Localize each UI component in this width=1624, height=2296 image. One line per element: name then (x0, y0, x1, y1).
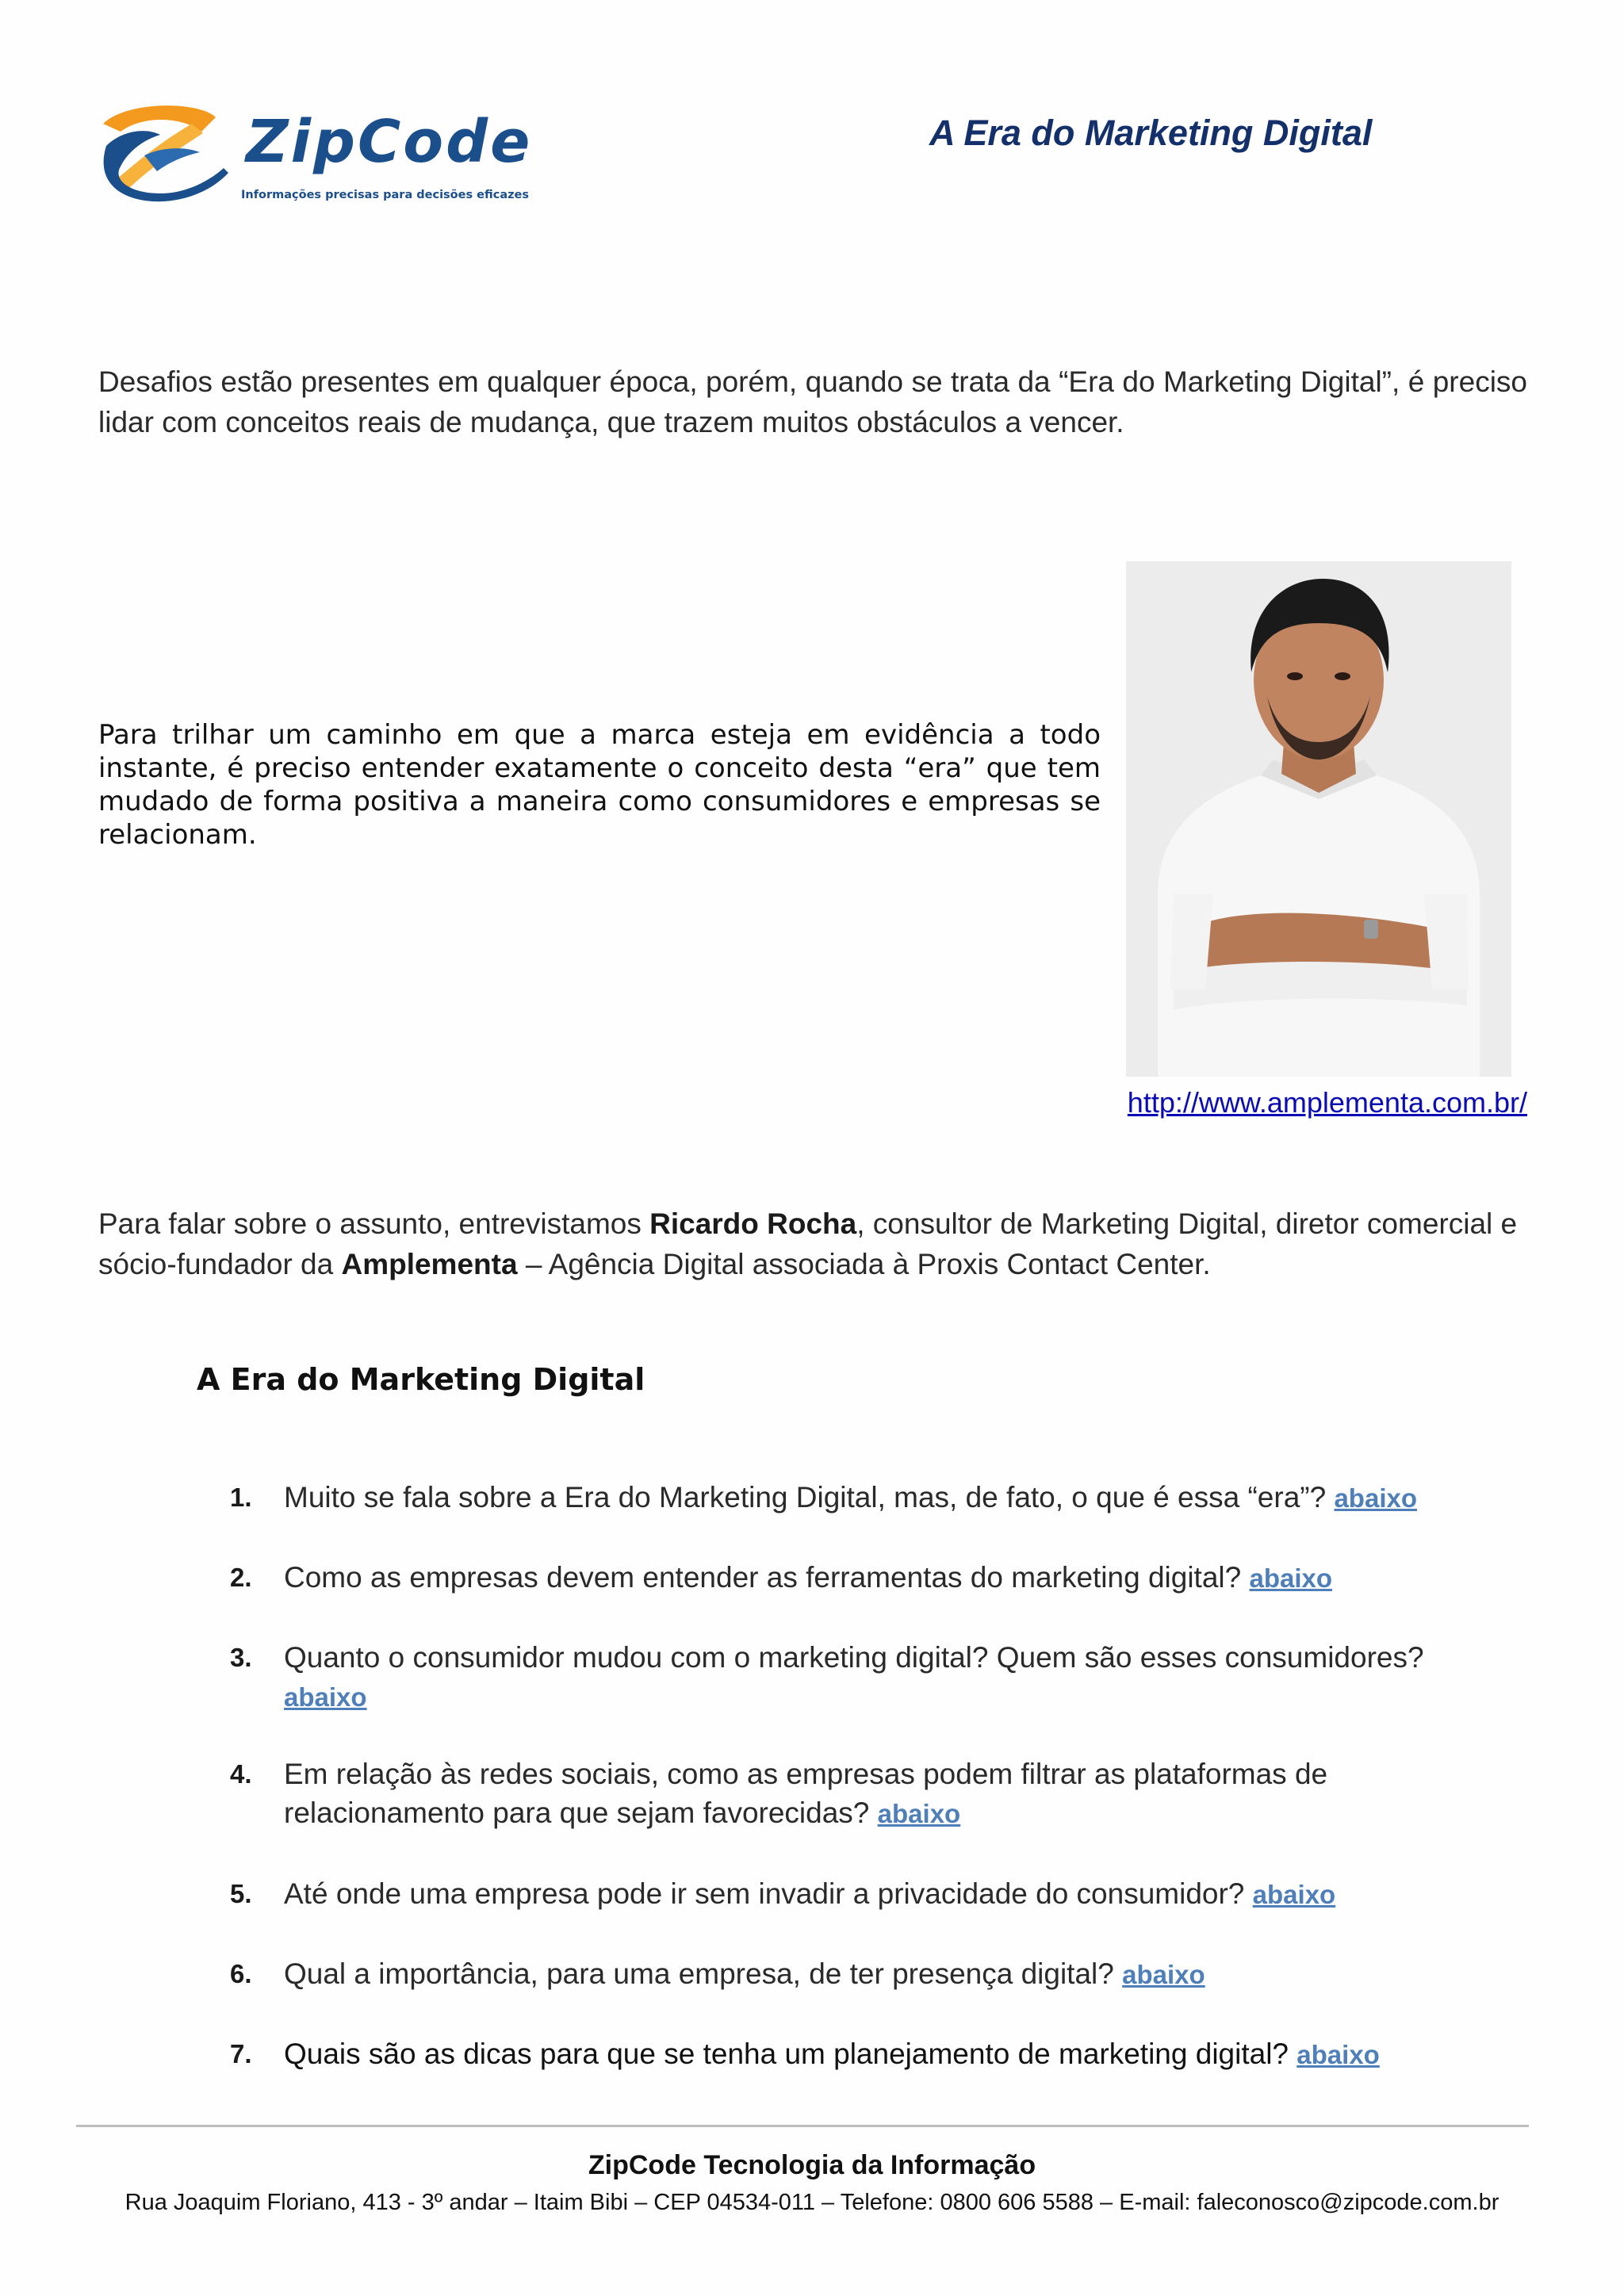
question-text: Quais são as dicas para que se tenha um planejamento de marketing digital? (284, 2038, 1289, 2070)
trail-paragraph: Para trilhar um caminho em que a marca esteja em evidência a todo instante, é preciso entender exatamente o conceito desta “era” que tem mudado de forma positiva a maneira como consumidores e empresas se relacionam. (98, 719, 1101, 851)
interview-text-part1: Para falar sobre o assunto, entrevistamos (98, 1207, 650, 1240)
question-link-abaixo[interactable]: abaixo (1122, 1960, 1205, 1989)
zipcode-logo (97, 100, 541, 211)
consultant-portrait (1126, 561, 1511, 1077)
question-number: 5. (230, 1879, 252, 1908)
question-number: 4. (230, 1759, 252, 1789)
zipcode-logo-mark-icon (97, 100, 232, 203)
question-link-abaixo[interactable]: abaixo (877, 1799, 961, 1828)
question-text: Em relação às redes sociais, como as empresas podem filtrar as plataformas de relacionamento para que sejam favorecidas? (284, 1758, 1328, 1829)
question-number: 6. (230, 1959, 252, 1988)
interviewee-name: Ricardo Rocha (649, 1207, 857, 1240)
question-text: Qual a importância, para uma empresa, de ter presença digital? (284, 1957, 1114, 1990)
interview-text-part2: , consultor de Marketing Digital, diretor comercial e sócio-fundador da (98, 1207, 1518, 1280)
question-number: 1. (230, 1483, 252, 1512)
question-link-abaixo[interactable]: abaixo (1249, 1563, 1333, 1593)
interview-paragraph (98, 1203, 1527, 1284)
list-item (230, 1874, 1467, 1914)
footer-divider (76, 2125, 1529, 2127)
question-text: Até onde uma empresa pode ir sem invadir a privacidade do consumidor? (284, 1877, 1245, 1910)
interview-text-part3: – Agência Digital associada à Proxis Contact Center. (517, 1248, 1211, 1280)
question-number: 2. (230, 1563, 252, 1592)
logo-wordmark: ZipCode (246, 108, 533, 176)
question-text: Como as empresas devem entender as ferramentas do marketing digital? (284, 1561, 1242, 1594)
company-name: Amplementa (341, 1248, 518, 1280)
question-link-abaixo[interactable]: abaixo (1297, 2040, 1380, 2069)
question-number: 3. (230, 1643, 252, 1672)
question-text: Quanto o consumidor mudou com o marketing digital? Quem são esses consumidores? (284, 1641, 1424, 1674)
list-item (230, 1755, 1467, 1833)
list-item (230, 1558, 1467, 1598)
footer-address: Rua Joaquim Floriano, 413 - 3º andar – Itaim Bibi – CEP 04534-011 – Telefone: 0800 606 5588 – E-mail: faleconosco@zipcode.com.br (124, 2190, 1500, 2215)
question-link-abaixo[interactable]: abaixo (284, 1682, 367, 1712)
person-portrait-image (1126, 561, 1511, 1077)
intro-paragraph: Desafios estão presentes em qualquer época, porém, quando se trata da “Era do Marketing Digital”, é preciso lidar com conceitos reais de mudança, que trazem muitos obstáculos a vencer. (98, 365, 1527, 438)
amplementa-url-link[interactable]: http://www.amplementa.com.br/ (1127, 1086, 1527, 1119)
list-item (230, 1478, 1467, 1517)
logo-tagline: Informações precisas para decisões eficazes (241, 189, 530, 201)
list-item (230, 1954, 1467, 1994)
list-item (230, 2034, 1467, 2074)
page-header-title: A Era do Marketing Digital (929, 113, 1373, 153)
question-text: Muito se fala sobre a Era do Marketing Digital, mas, de fato, o que é essa “era”? (284, 1481, 1327, 1513)
question-link-abaixo[interactable]: abaixo (1252, 1880, 1336, 1909)
question-link-abaixo[interactable]: abaixo (1334, 1483, 1417, 1513)
footer-company-name: ZipCode Tecnologia da Informação (588, 2150, 1036, 2180)
list-item (230, 1638, 1467, 1716)
question-number: 7. (230, 2039, 252, 2068)
section-heading: A Era do Marketing Digital (197, 1362, 645, 1397)
